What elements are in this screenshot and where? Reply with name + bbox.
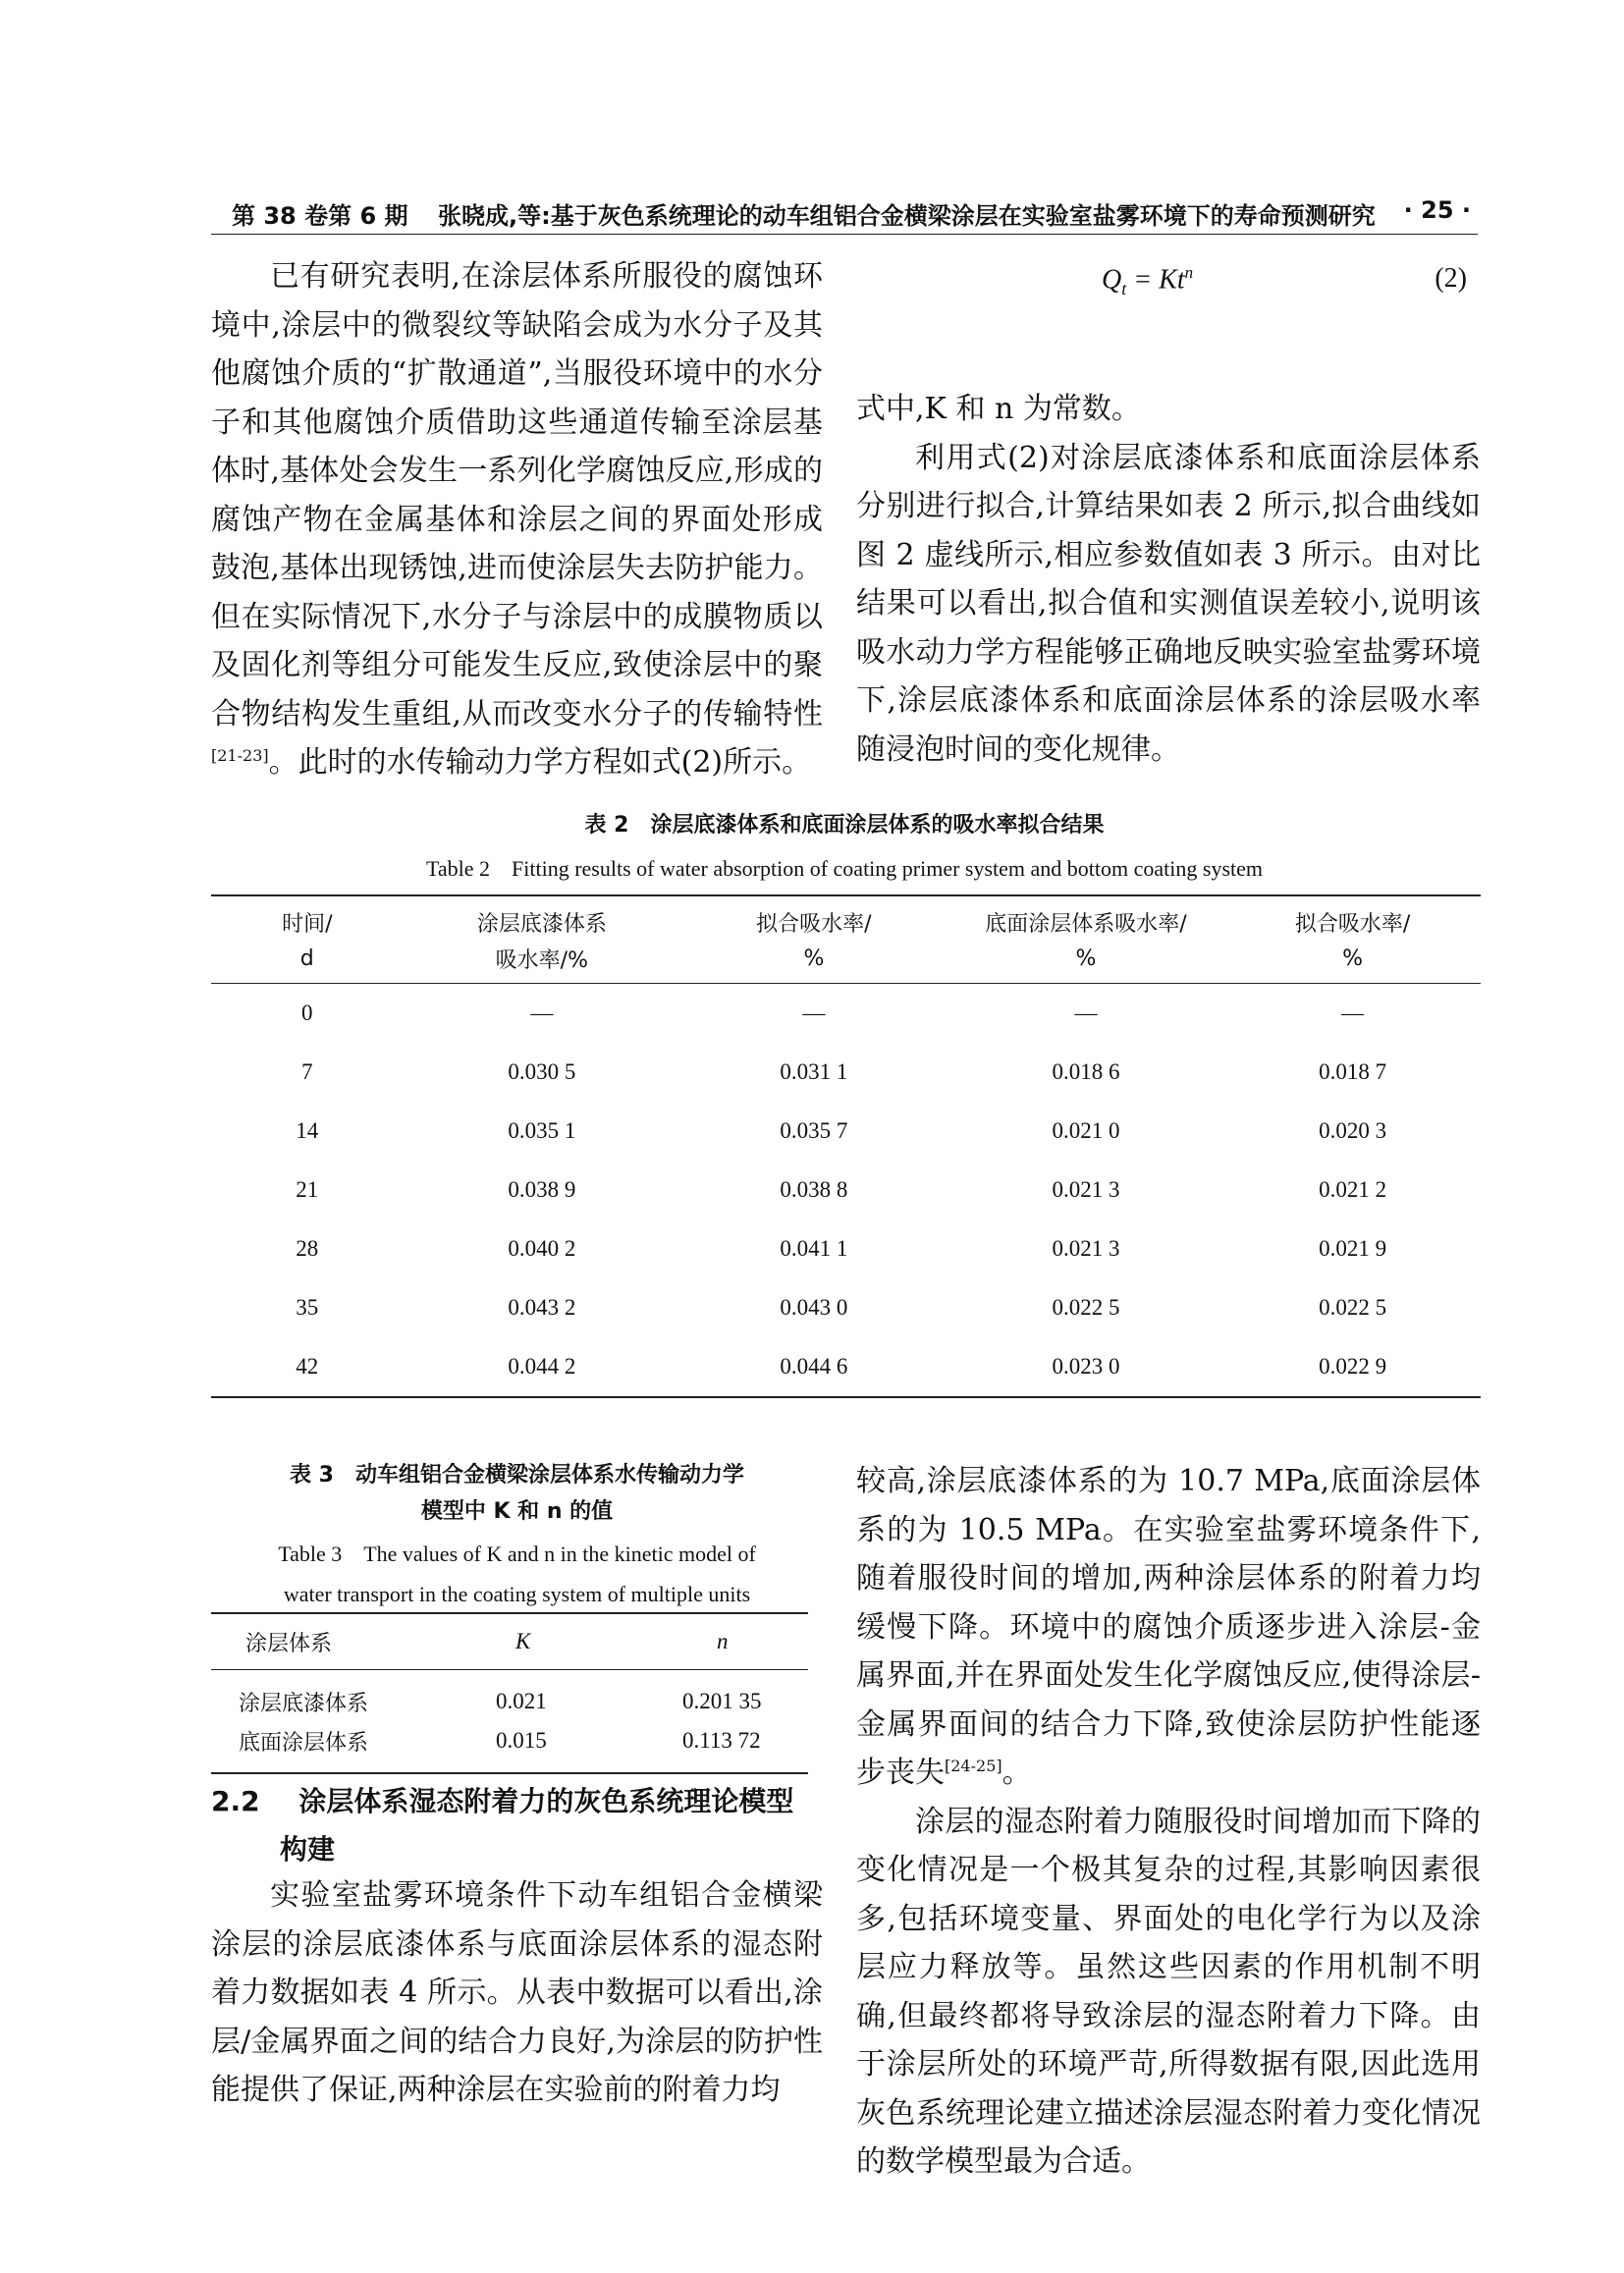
body-paragraph: 较高,涂层底漆体系的为 10.7 MPa,底面涂层体系的为 10.5 MPa。在实验室盐雾环境条件下,随着服役时间的增加,两种涂层体系的附着力均缓慢下降。环境中的腐蚀介质逐步进入涂层-金属界面,并在界面处发生化学腐蚀反应,使得涂层-金属界面间的结合力下降,致使涂层防护性能逐步丧失[24-25]。 xyxy=(856,1464,1481,1790)
body-paragraph: 式中,K 和 n 为常数。 xyxy=(856,392,1141,426)
table-row xyxy=(211,1219,1481,1278)
table-row xyxy=(211,1337,1481,1397)
table-cell: 0.043 0 xyxy=(780,1295,848,1320)
table-cell: 0.043 2 xyxy=(508,1295,576,1320)
column-header: 涂层底漆体系 xyxy=(476,912,607,937)
table-cell: 0.020 3 xyxy=(1319,1118,1387,1143)
table-cell: — xyxy=(802,1001,826,1025)
table-cell: 0.035 7 xyxy=(780,1118,848,1143)
table-row xyxy=(211,1102,1481,1161)
table-cell: 0.113 72 xyxy=(682,1728,761,1753)
header-rule xyxy=(211,234,1478,235)
table3-caption-en-line2: water transport in the coating system of multiple units xyxy=(283,1582,751,1606)
column-header: d xyxy=(211,941,404,984)
table-cell: 0.023 0 xyxy=(1052,1354,1120,1379)
column-header: n xyxy=(663,1613,808,1670)
column-header: K xyxy=(496,1613,663,1670)
table-cell: — xyxy=(1341,1001,1365,1025)
table-cell: 0.022 5 xyxy=(1052,1295,1120,1320)
table-cell: 35 xyxy=(296,1295,319,1320)
table-row xyxy=(211,1043,1481,1102)
table-cell: 0.022 5 xyxy=(1319,1295,1387,1320)
table3-caption-en-line1: Table 3 The values of K and n in the kinetic model of xyxy=(278,1542,756,1566)
body-paragraph: 已有研究表明,在涂层体系所服役的腐蚀环境中,涂层中的微裂纹等缺陷会成为水分子及其他腐蚀介质的“扩散通道”,当服役环境中的水分子和其他腐蚀介质借助这些通道传输至涂层基体时,基体处会发生一系列化学腐蚀反应,形成的腐蚀产物在金属基体和涂层之间的界面处形成鼓泡,基体出现锈蚀,进而使涂层失去防护能力。但在实际情况下,水分子与涂层中的成膜物质以及固化剂等组分可能发生反应,致使涂层中的聚合物结构发生重组,从而改变水分子的传输特性[21-23]。此时的水传输动力学方程如式(2)所示。 xyxy=(211,259,823,780)
table-cell: 21 xyxy=(296,1177,319,1202)
column-header: 底面涂层体系吸水率/ xyxy=(985,912,1187,937)
table-row xyxy=(211,984,1481,1044)
table-cell: 0.030 5 xyxy=(508,1059,576,1084)
body-paragraph: 实验室盐雾环境条件下动车组铝合金横梁涂层的涂层底漆体系与底面涂层体系的湿态附着力数据如表 4 所示。从表中数据可以看出,涂层/金属界面之间的结合力良好,为涂层的防护性能提供了保证,两种涂层在实验前的附着力均 xyxy=(211,1878,823,2107)
section-heading xyxy=(211,1777,823,1873)
table-cell: 0.044 6 xyxy=(780,1354,848,1379)
table-cell: 涂层底漆体系 xyxy=(239,1691,369,1716)
table-cell: 42 xyxy=(296,1354,319,1379)
table2-caption-cn: 表 2 涂层底漆体系和底面涂层体系的吸水率拟合结果 xyxy=(584,813,1105,838)
column-header: 吸水率/% xyxy=(404,941,681,984)
table-cell: 0.031 1 xyxy=(780,1059,848,1084)
left-column-top xyxy=(211,252,823,787)
column-header: 拟合吸水率/ xyxy=(1294,912,1411,937)
column-header: 涂层体系 xyxy=(211,1613,496,1670)
table-cell: 0.021 3 xyxy=(1052,1236,1120,1261)
equation-body: $Q_t = Kt^n$ xyxy=(1102,263,1194,298)
table-cell: 0.021 2 xyxy=(1319,1177,1387,1202)
table-cell: 0.035 1 xyxy=(508,1118,576,1143)
table-cell: 0.021 3 xyxy=(1052,1177,1120,1202)
table-cell: 0.038 8 xyxy=(780,1177,848,1202)
table-cell: 0.021 0 xyxy=(1052,1118,1120,1143)
table-cell: 0.021 9 xyxy=(1319,1236,1387,1261)
table-cell: 0.044 2 xyxy=(508,1354,576,1379)
citation: [24-25] xyxy=(945,1757,1002,1775)
table-cell: 0.021 xyxy=(496,1689,547,1713)
table-2 xyxy=(211,894,1481,1398)
citation: [21-23] xyxy=(211,746,269,765)
page-number: · 25 · xyxy=(1403,196,1471,224)
table-cell: — xyxy=(1074,1001,1098,1025)
right-column-top xyxy=(856,385,1481,774)
table-row xyxy=(211,1278,1481,1337)
body-paragraph: 涂层的湿态附着力随服役时间增加而下降的变化情况是一个极其复杂的过程,其影响因素很多,包括环境变量、界面处的电化学行为以及涂层应力释放等。虽然这些因素的作用机制不明确,但最终都将导致涂层的湿态附着力下降。由于涂层所处的环境严苛,所得数据有限,因此选用灰色系统理论建立描述涂层湿态附着力变化情况的数学模型最为合适。 xyxy=(856,1804,1481,2179)
table-cell: 0.201 35 xyxy=(682,1689,762,1713)
table-cell: — xyxy=(530,1001,554,1025)
table2-caption-en: Table 2 Fitting results of water absorption of coating primer system and bottom coating system xyxy=(425,856,1264,881)
section-number: 2.2 xyxy=(211,1785,260,1817)
table-cell: 0.041 1 xyxy=(780,1236,848,1261)
table-3 xyxy=(211,1612,808,1774)
table-cell: 14 xyxy=(296,1118,319,1143)
running-header xyxy=(232,189,1479,232)
table-cell: 底面涂层体系 xyxy=(239,1730,369,1756)
table-header-row xyxy=(211,941,1481,984)
column-header: 时间/ xyxy=(282,912,333,937)
equation-2 xyxy=(856,257,1481,306)
body-paragraph: 利用式(2)对涂层底漆体系和底面涂层体系分别进行拟合,计算结果如表 2 所示,拟合曲线如图 2 虚线所示,相应参数值如表 3 所示。由对比结果可以看出,拟合值和实测值误差较小,说明该吸水动力学方程能够正确地反映实验室盐雾环境下,涂层底漆体系和底面涂层体系的涂层吸水率随浸泡时间的变化规律。 xyxy=(856,440,1481,767)
table-cell: 0.018 6 xyxy=(1052,1059,1120,1084)
column-header: % xyxy=(680,941,947,984)
table-header-row xyxy=(211,1613,808,1670)
equation-number: (2) xyxy=(1435,263,1467,294)
table3-caption-cn-line1: 表 3 动车组铝合金横梁涂层体系水传输动力学 xyxy=(290,1463,744,1488)
section-title-line2: 构建 xyxy=(280,1833,336,1866)
table-cell: 0 xyxy=(301,1001,313,1025)
table3-caption xyxy=(211,1457,823,1614)
table-cell: 0.040 2 xyxy=(508,1236,576,1261)
left-column-bottom xyxy=(211,1871,823,2115)
table-cell: 28 xyxy=(296,1236,319,1261)
running-title: 张晓成,等:基于灰色系统理论的动车组铝合金横梁涂层在实验室盐雾环境下的寿命预测研究 xyxy=(438,202,1376,230)
table-row xyxy=(211,1670,808,1722)
table-cell: 0.022 9 xyxy=(1319,1354,1387,1379)
table-cell: 0.038 9 xyxy=(508,1177,576,1202)
table-header-row xyxy=(211,895,1481,941)
column-header: 拟合吸水率/ xyxy=(756,912,872,937)
table-row xyxy=(211,1161,1481,1219)
table-cell: 7 xyxy=(301,1059,313,1084)
table-cell: 0.018 7 xyxy=(1319,1059,1387,1084)
journal-issue: 第 38 卷第 6 期 xyxy=(232,202,408,230)
table-cell: 0.015 xyxy=(496,1728,547,1753)
table3-caption-cn-line2: 模型中 K 和 n 的值 xyxy=(420,1499,614,1524)
column-header: % xyxy=(947,941,1225,984)
right-column-bottom xyxy=(856,1457,1481,2187)
column-header: % xyxy=(1224,941,1481,984)
table-row xyxy=(211,1721,808,1773)
section-title-line1: 涂层体系湿态附着力的灰色系统理论模型 xyxy=(298,1785,794,1817)
